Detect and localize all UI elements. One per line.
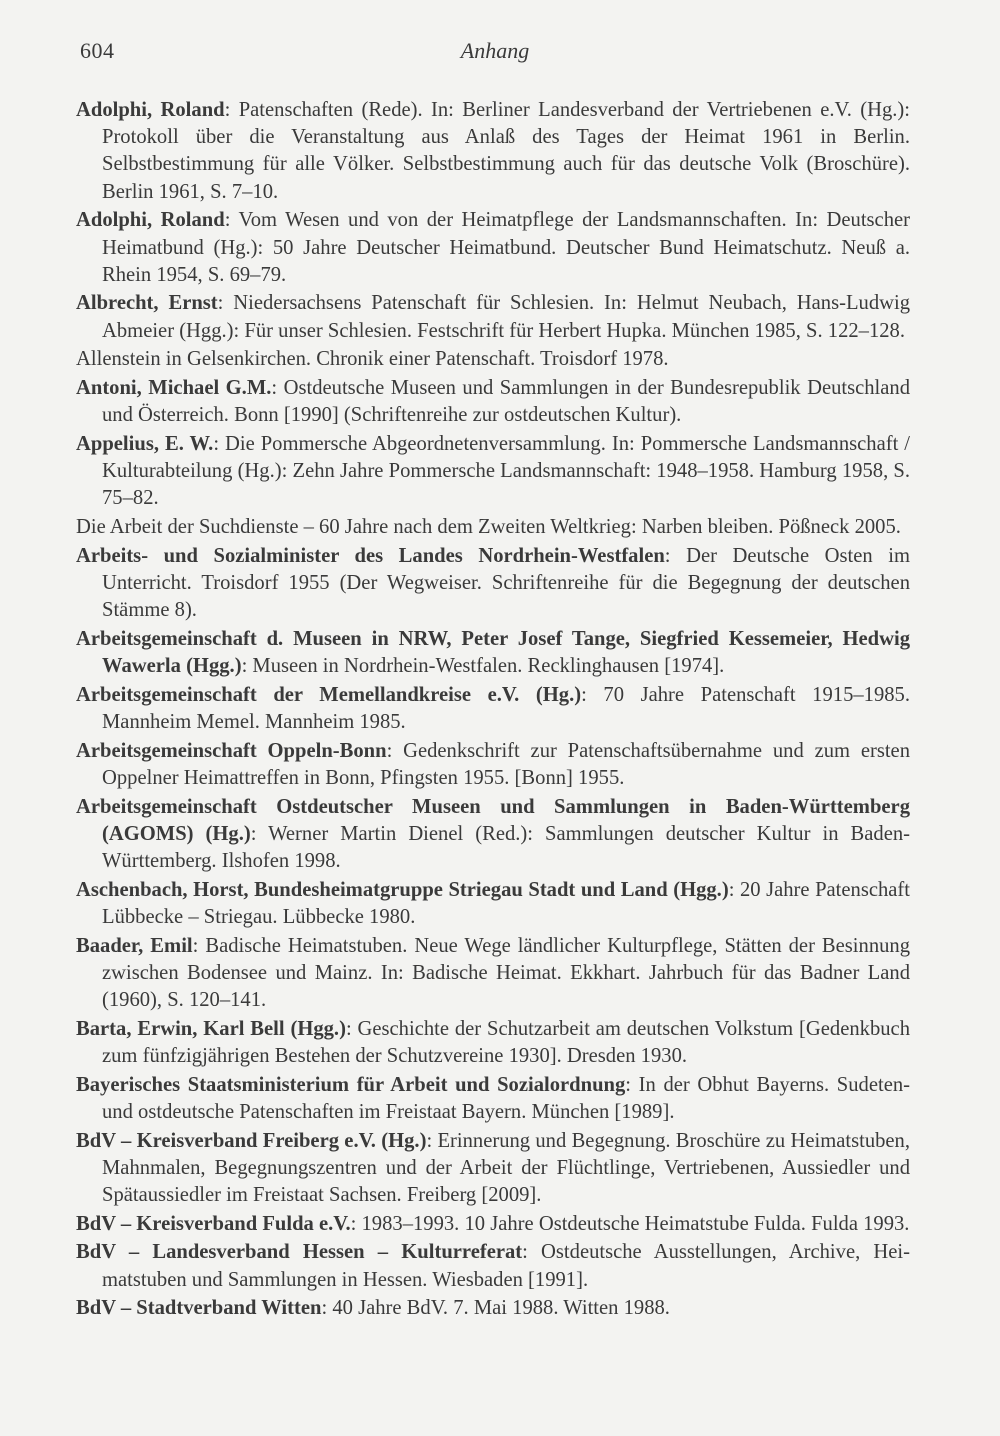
- bibliography-entry: [76, 346, 910, 373]
- entry-text: : In der Obhut Bayerns. Sudeten- und ostdeutsche Patenschaften im Freistaat Bayern. München [1989].: [102, 1073, 910, 1123]
- entry-author: BdV – Stadtverband Witten: [76, 1297, 322, 1320]
- entry-text: : Der Deutsche Osten im Unterricht. Troisdorf 1955 (Der Wegweiser. Schriftenreihe für die Begegnung der deutschen Stämme 8).: [102, 544, 910, 622]
- entry-author: Appelius, E. W.: [76, 432, 214, 455]
- entry-author: Bayerisches Staatsministerium für Arbeit und Sozialordnung: [76, 1073, 626, 1096]
- bibliography-entry: [76, 290, 910, 344]
- bibliography-entry: [76, 626, 910, 680]
- bibliography-entry: [76, 1239, 910, 1293]
- entry-text: : Erinnerung und Begegnung. Broschüre zu Heimatstuben, Mahnmalen, Begegnungszentren und der Arbeit der Flüchtlinge, Vertriebenen, Aussiedler und Spätaussiedler im Freistaat Sachsen. Freiberg [2009].: [102, 1129, 911, 1206]
- entry-text: : Werner Martin Dienel (Red.): Sammlungen deutscher Kultur in Baden-Württemberg. Ilshofen 1998.: [102, 822, 911, 872]
- entry-text: : Die Pommersche Abgeordnetenversammlung. In: Pommersche Landsmannschaft / Kulturabteilung (Hg.): Zehn Jahre Pommersche Landsmannschaft: 1948–1958. Hamburg 1958, S. 75–82.: [102, 432, 910, 510]
- entry-author: BdV – Kreisverband Fulda e.V.: [76, 1212, 351, 1235]
- entry-text: : Badische Heimatstuben. Neue Wege ländlicher Kulturpflege, Stätten der Besinnung zwischen Bodensee und Mainz. In: Badische Heimat. Ekkhart. Jahrbuch für das Badner Land (1960), S. 120–141.: [102, 934, 911, 1011]
- entry-text: : Ostdeutsche Ausstellungen, Archive, Heimatstuben und Sammlungen in Hessen. Wiesbaden [1991].: [102, 1241, 911, 1291]
- entry-author: Arbeits- und Sozialminister des Landes Nordrhein-Westfalen: [76, 544, 665, 567]
- entry-author: Antoni, Michael G.M.: [76, 377, 272, 400]
- entry-author: Adolphi, Roland: [76, 209, 225, 232]
- running-title: Anhang: [460, 38, 530, 63]
- entry-author: Adolphi, Roland: [76, 99, 225, 121]
- bibliography-entry: [76, 97, 910, 206]
- entry-text: : 1983–1993. 10 Jahre Ostdeutsche Heimatstube Fulda. Fulda 1993.: [350, 1212, 910, 1235]
- entry-text: : 20 Jahre Patenschaft Lübbecke – Striegau. Lübbecke 1980.: [102, 878, 910, 928]
- bibliography-entry: [76, 1072, 910, 1126]
- entry-author: BdV – Landesverband Hessen – Kulturreferat: [76, 1241, 523, 1264]
- entry-text: : Niedersachsens Patenschaft für Schlesien. In: Helmut Neubach, Hans-Ludwig Abmeier (Hgg.): Für unser Schlesien. Festschrift für Herbert Hupka. München 1985, S. 122–128.: [102, 292, 911, 342]
- bibliography-entry: [76, 1128, 910, 1210]
- bibliography-entry: [76, 933, 910, 1015]
- bibliography-entry: [76, 431, 910, 513]
- entry-text: : Geschichte der Schutzarbeit am deutschen Volkstum [Gedenkbuch zum fünfzigjährigen Bestehen der Schutzvereine 1930]. Dresden 1930.: [102, 1017, 910, 1067]
- entry-author: Arbeitsgemeinschaft d. Museen in NRW, Peter Josef Tange, Siegfried Kessemeier, Hedwig Wawerla (Hgg.): [76, 627, 910, 678]
- entry-text: : Museen in Nordrhein-Westfalen. Recklinghausen [1974].: [241, 655, 725, 678]
- bibliography-entry: [76, 1295, 910, 1322]
- entry-text: : 40 Jahre BdV. 7. Mai 1988. Witten 1988.: [321, 1297, 670, 1320]
- bibliography-entry: [76, 877, 910, 931]
- bibliography-entry: [76, 514, 910, 541]
- entry-author: Arbeitsgemeinschaft Ostdeutscher Museen und Sammlungen in Baden-Württemberg (AGOMS) (Hg.): [76, 795, 910, 845]
- bibliography-entry: [76, 1016, 910, 1070]
- entry-author: Barta, Erwin, Karl Bell (Hgg.): [76, 1017, 346, 1040]
- entry-text: : Gedenkschrift zur Patenschaftsübernahme und zum ersten Oppelner Heimattreffen in Bonn, Pfingsten 1955. [Bonn] 1955.: [102, 739, 910, 789]
- entry-author: Baader, Emil: [76, 934, 193, 957]
- page-header: [80, 38, 910, 78]
- entry-text: : Vom Wesen und von der Heimatpflege der Landsmannschaften. In: Deutscher Heimatbund (Hg.): 50 Jahre Deutscher Heimatbund. Deutscher Bund Heimatschutz. Neuß a. Rhein 1954, S. 69–79.: [102, 209, 910, 286]
- page-number: 604: [80, 38, 115, 63]
- bibliography-entry: [76, 682, 910, 736]
- bibliography-list: [76, 97, 910, 1324]
- entry-text: Die Arbeit der Suchdienste – 60 Jahre nach dem Zweiten Weltkrieg: Narben bleiben. Pößneck 2005.: [76, 516, 901, 539]
- bibliography-entry: [76, 207, 910, 289]
- bibliography-entry: [76, 738, 910, 792]
- entry-author: Albrecht, Ernst: [76, 292, 218, 315]
- bibliography-entry: [76, 375, 910, 429]
- entry-author: Aschenbach, Horst, Bundesheimatgruppe Striegau Stadt und Land (Hgg.): [76, 878, 729, 901]
- entry-author: Arbeitsgemeinschaft der Memellandkreise e.V. (Hg.): [76, 683, 582, 706]
- entry-author: Arbeitsgemeinschaft Oppeln-Bonn: [76, 739, 387, 762]
- entry-text: : 70 Jahre Patenschaft 1915–1985. Mannheim Memel. Mannheim 1985.: [102, 683, 911, 733]
- entry-author: BdV – Kreisverband Freiberg e.V. (Hg.): [76, 1129, 427, 1152]
- entry-text: Allenstein in Gelsenkirchen. Chronik einer Patenschaft. Troisdorf 1978.: [76, 348, 669, 371]
- entry-text: : Ostdeutsche Museen und Sammlungen in der Bundesrepublik Deutschland und Österreich. Bonn [1990] (Schriftenreihe zur ostdeutschen Kultur).: [102, 377, 911, 427]
- bibliography-entry: [76, 794, 910, 876]
- entry-text: : Patenschaften (Rede). In: Berliner Landesverband der Vertriebenen e.V. (Hg.): Protokoll über die Veranstaltung aus Anlaß des Tages der Heimat 1961 in Berlin. Selbstbestimmung für alle Völker. Selbstbestimmung auch für das deutsche Volk (Broschüre). Berlin 1961, S. 7–10.: [102, 99, 910, 203]
- bibliography-entry: [76, 1211, 910, 1238]
- bibliography-entry: [76, 543, 910, 625]
